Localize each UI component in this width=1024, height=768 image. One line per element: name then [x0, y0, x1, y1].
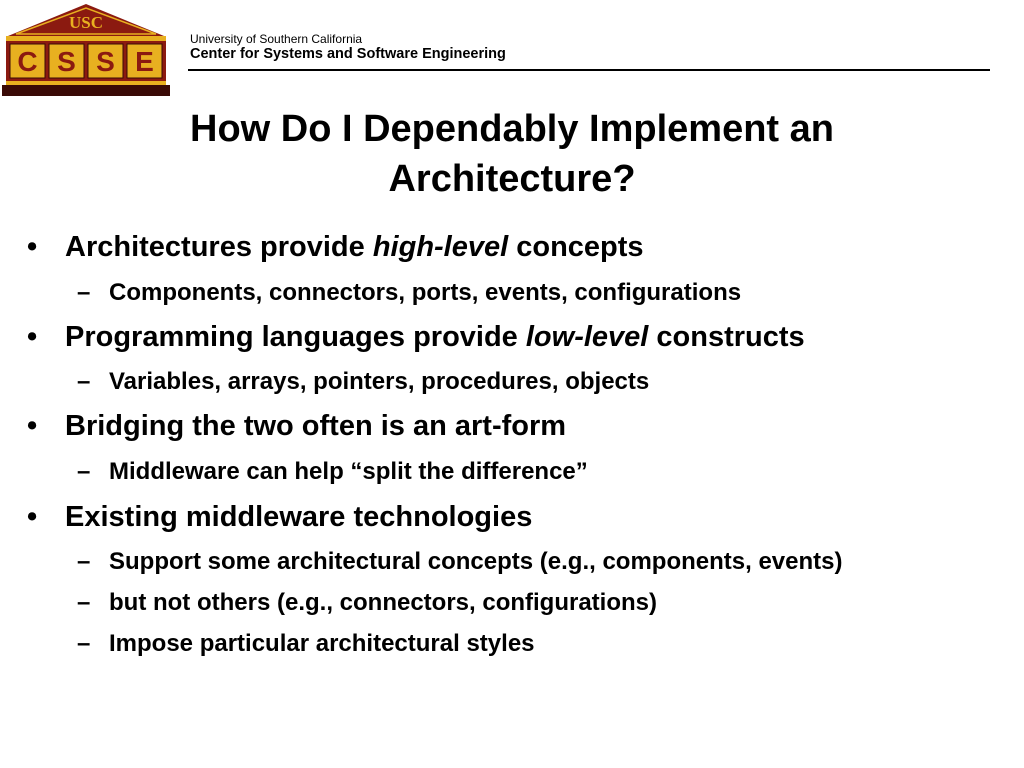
logo-letter: E: [135, 46, 154, 77]
bullet-marker: •: [27, 231, 38, 263]
bullet-text: Existing middleware technologies: [65, 501, 533, 533]
header-text: [190, 33, 506, 63]
slide-title: [0, 104, 1024, 204]
bullet-emphasis: low-level: [525, 321, 649, 353]
logo-letter: S: [57, 46, 76, 77]
bullet-text-part: Programming languages provide: [65, 321, 526, 353]
bullet-text: Bridging the two often is an art-form: [65, 410, 567, 442]
dash-marker: –: [77, 458, 91, 485]
dash-marker: –: [77, 589, 91, 616]
university-name: University of Southern California: [190, 32, 363, 46]
bullet-emphasis: high-level: [372, 231, 509, 263]
dash-marker: –: [77, 279, 91, 306]
sub-bullet-text: but not others (e.g., connectors, configurations): [109, 589, 658, 616]
usc-csse-logo: [2, 2, 170, 98]
bullet-marker: •: [27, 410, 38, 442]
sub-bullet-text: Impose particular architectural styles: [109, 630, 535, 657]
logo-graphic: [2, 2, 170, 98]
center-name: Center for Systems and Software Engineering: [190, 46, 506, 62]
bullet-text-part: concepts: [508, 231, 644, 263]
logo-letter: S: [96, 46, 115, 77]
bullet-marker: •: [27, 321, 38, 353]
dash-marker: –: [77, 368, 91, 395]
bullet-marker: •: [27, 501, 38, 533]
sub-bullet-text: Variables, arrays, pointers, procedures, objects: [109, 368, 650, 395]
bullet-text-part: constructs: [648, 321, 805, 353]
bullet-text: [65, 321, 805, 354]
bullet-text-part: Architectures provide: [65, 231, 373, 263]
sub-bullet-text: Components, connectors, ports, events, configurations: [109, 279, 742, 306]
logo-letter: C: [17, 46, 38, 77]
bullet-text: [65, 231, 644, 264]
logo-usc-text: USC: [68, 13, 104, 32]
dash-marker: –: [77, 548, 91, 575]
sub-bullet-text: Middleware can help “split the difference”: [109, 458, 588, 485]
dash-marker: –: [77, 630, 91, 657]
sub-bullet-text: Support some architectural concepts (e.g., components, events): [109, 548, 843, 575]
slide-title-line-2: Architecture?: [388, 158, 636, 200]
header-divider: [188, 69, 990, 71]
slide-title-line-1: How Do I Dependably Implement an: [190, 108, 834, 150]
